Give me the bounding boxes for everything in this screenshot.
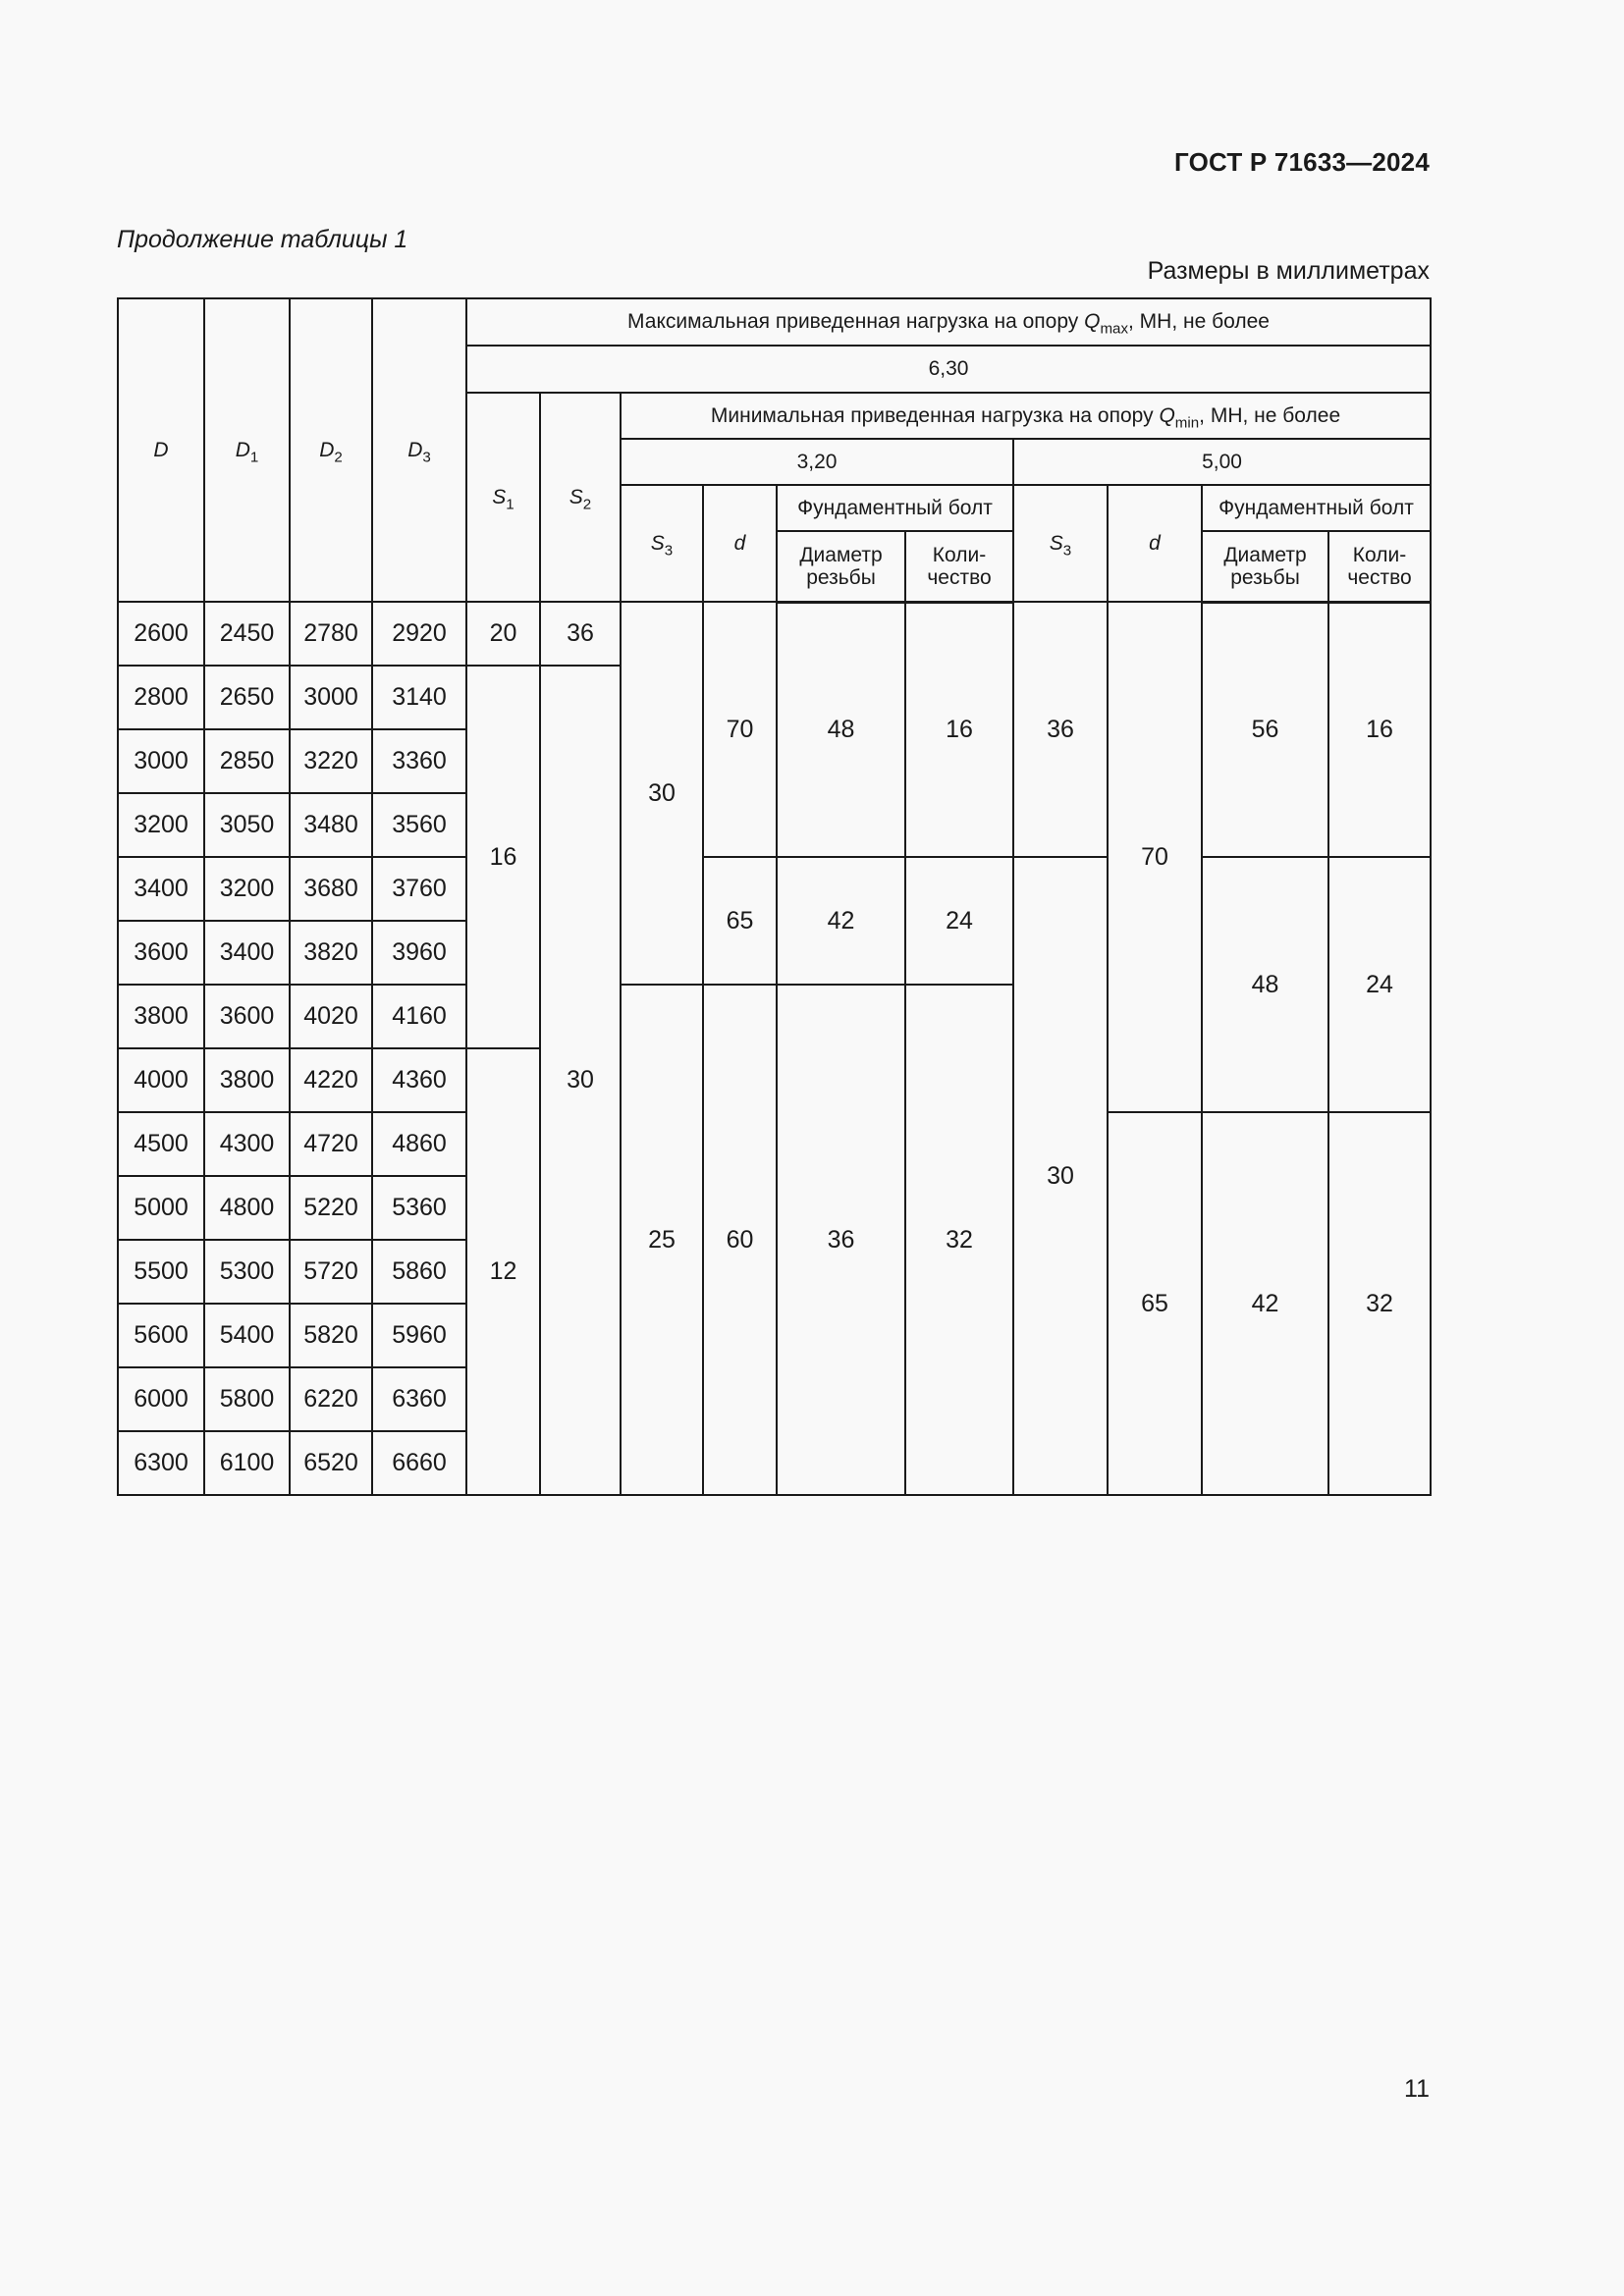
cell-D: 2800 (118, 666, 204, 729)
col-header-D3: $D_3$ (372, 298, 466, 602)
cell-D1: 4800 (204, 1176, 290, 1240)
cell-a-d: 65 (703, 857, 777, 985)
page-number: 11 (1404, 2075, 1430, 2103)
cell-D3: 2920 (372, 602, 466, 666)
document-code: ГОСТ Р 71633—2024 (1174, 147, 1430, 177)
cell-D1: 2650 (204, 666, 290, 729)
cell-b-d: 70 (1108, 602, 1202, 1112)
cell-D3: 4160 (372, 985, 466, 1048)
cell-a-thread-diameter: 42 (777, 857, 905, 985)
cell-D1: 5300 (204, 1240, 290, 1304)
cell-D2: 3820 (290, 921, 372, 985)
cell-D: 3000 (118, 729, 204, 793)
cell-D: 4500 (118, 1112, 204, 1176)
cell-S2: 30 (540, 666, 621, 1495)
qmin-header: Минимальная приведенная нагрузка на опору $Q_{min}$, МН, не более (621, 393, 1431, 439)
cell-D1: 2450 (204, 602, 290, 666)
cell-D: 3200 (118, 793, 204, 857)
cell-D1: 3200 (204, 857, 290, 921)
cell-D: 3600 (118, 921, 204, 985)
cell-D2: 3680 (290, 857, 372, 921)
cell-D1: 5800 (204, 1367, 290, 1431)
col-header-S2: $S_2$ (540, 393, 621, 602)
cell-D1: 3050 (204, 793, 290, 857)
cell-b-thread-diameter: 48 (1202, 857, 1328, 1112)
quantity-header-b: Коли- чество (1328, 531, 1431, 602)
cell-D: 4000 (118, 1048, 204, 1112)
cell-D2: 3000 (290, 666, 372, 729)
cell-b-thread-diameter: 42 (1202, 1112, 1328, 1495)
qmin-value-3-20: 3,20 (621, 439, 1013, 485)
col-header-S1: $S_1$ (466, 393, 540, 602)
cell-a-thread-diameter: 48 (777, 602, 905, 857)
col-header-d-b: d (1108, 485, 1202, 602)
bolt-header-b: Фундаментный болт (1202, 485, 1431, 531)
cell-D: 6000 (118, 1367, 204, 1431)
cell-a-d: 70 (703, 602, 777, 857)
cell-D3: 3760 (372, 857, 466, 921)
cell-a-S3: 25 (621, 985, 703, 1495)
cell-b-S3: 36 (1013, 602, 1108, 857)
cell-D3: 5960 (372, 1304, 466, 1367)
bolt-header-a: Фундаментный болт (777, 485, 1013, 531)
cell-b-quantity: 32 (1328, 1112, 1431, 1495)
cell-D3: 6660 (372, 1431, 466, 1495)
cell-D2: 4020 (290, 985, 372, 1048)
cell-D3: 3960 (372, 921, 466, 985)
cell-D2: 5720 (290, 1240, 372, 1304)
cell-S1: 16 (466, 666, 540, 1048)
cell-D: 6300 (118, 1431, 204, 1495)
cell-D: 5600 (118, 1304, 204, 1367)
col-header-D2: $D_2$ (290, 298, 372, 602)
cell-b-quantity: 24 (1328, 857, 1431, 1112)
dimensions-table (117, 297, 1432, 1496)
cell-D: 3400 (118, 857, 204, 921)
cell-D3: 4360 (372, 1048, 466, 1112)
cell-D: 5000 (118, 1176, 204, 1240)
cell-D1: 6100 (204, 1431, 290, 1495)
cell-a-quantity: 16 (905, 602, 1013, 857)
table-caption: Продолжение таблицы 1 (117, 226, 408, 253)
cell-a-S3: 30 (621, 602, 703, 985)
thread-diameter-header-b: Диаметр резьбы (1202, 531, 1328, 602)
col-header-S3-a: $S_3$ (621, 485, 703, 602)
cell-D3: 3560 (372, 793, 466, 857)
cell-D: 5500 (118, 1240, 204, 1304)
col-header-d-a: d (703, 485, 777, 602)
cell-D3: 5360 (372, 1176, 466, 1240)
cell-D2: 4220 (290, 1048, 372, 1112)
cell-D3: 3360 (372, 729, 466, 793)
cell-b-quantity: 16 (1328, 602, 1431, 857)
cell-D1: 3400 (204, 921, 290, 985)
cell-D2: 3220 (290, 729, 372, 793)
cell-D1: 2850 (204, 729, 290, 793)
table-row (118, 602, 1431, 666)
qmax-header: Максимальная приведенная нагрузка на опору $Q_{max}$, МН, не более (466, 298, 1431, 346)
units-note: Размеры в миллиметрах (1147, 257, 1430, 285)
cell-D: 3800 (118, 985, 204, 1048)
cell-D1: 4300 (204, 1112, 290, 1176)
col-header-S3-b: $S_3$ (1013, 485, 1108, 602)
cell-a-quantity: 24 (905, 857, 1013, 985)
cell-a-d: 60 (703, 985, 777, 1495)
cell-D3: 6360 (372, 1367, 466, 1431)
cell-D1: 3600 (204, 985, 290, 1048)
cell-b-d: 65 (1108, 1112, 1202, 1495)
col-header-D: D (118, 298, 204, 602)
cell-D: 2600 (118, 602, 204, 666)
cell-D2: 5220 (290, 1176, 372, 1240)
cell-D1: 5400 (204, 1304, 290, 1367)
cell-S1: 20 (466, 602, 540, 666)
cell-b-S3: 30 (1013, 857, 1108, 1495)
cell-D3: 4860 (372, 1112, 466, 1176)
cell-D3: 5860 (372, 1240, 466, 1304)
cell-D2: 4720 (290, 1112, 372, 1176)
cell-D2: 2780 (290, 602, 372, 666)
cell-a-quantity: 32 (905, 985, 1013, 1495)
cell-D2: 6220 (290, 1367, 372, 1431)
qmax-value: 6,30 (466, 346, 1431, 393)
cell-D1: 3800 (204, 1048, 290, 1112)
cell-D3: 3140 (372, 666, 466, 729)
thread-diameter-header-a: Диаметр резьбы (777, 531, 905, 602)
cell-S1: 12 (466, 1048, 540, 1495)
cell-b-thread-diameter: 56 (1202, 602, 1328, 857)
cell-D2: 5820 (290, 1304, 372, 1367)
qmin-value-5-00: 5,00 (1013, 439, 1431, 485)
table-row (118, 857, 1431, 921)
cell-D2: 3480 (290, 793, 372, 857)
quantity-header-a: Коли- чество (905, 531, 1013, 602)
col-header-D1: $D_1$ (204, 298, 290, 602)
cell-D2: 6520 (290, 1431, 372, 1495)
cell-S2: 36 (540, 602, 621, 666)
cell-a-thread-diameter: 36 (777, 985, 905, 1495)
